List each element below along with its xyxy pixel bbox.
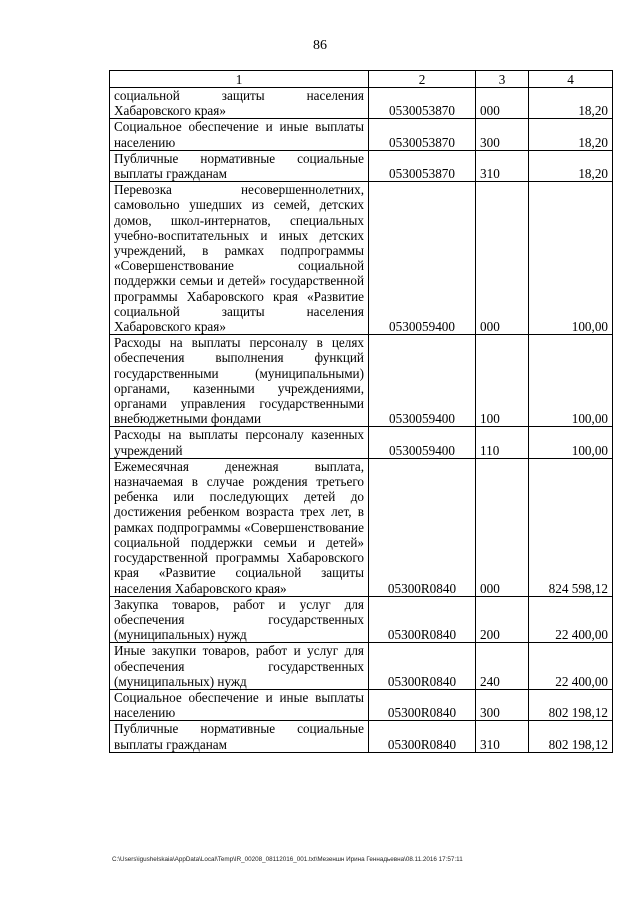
row-name: Иные закупки товаров, работ и услуг для обеспечения государственных (муниципальных) нужд	[110, 643, 369, 690]
row-name: Расходы на выплаты персоналу казенных учреждений	[110, 427, 369, 458]
table-row	[110, 458, 613, 596]
row-amount: 802 198,12	[529, 689, 613, 720]
table-row	[110, 596, 613, 643]
table-row	[110, 335, 613, 427]
column-header-4: 4	[529, 71, 613, 88]
row-target-code: 05300R0840	[369, 643, 476, 690]
column-header-2: 2	[369, 71, 476, 88]
row-name: Социальное обеспечение и иные выплаты населению	[110, 689, 369, 720]
table-row	[110, 721, 613, 752]
row-target-code: 05300R0840	[369, 596, 476, 643]
table-row	[110, 182, 613, 335]
row-name: Публичные нормативные социальные выплаты гражданам	[110, 150, 369, 181]
row-amount: 18,20	[529, 150, 613, 181]
row-expense-type: 000	[476, 182, 529, 335]
row-expense-type: 300	[476, 119, 529, 150]
file-path-footer: C:\Users\igushelskaia\AppData\Local\Temp\IR_00208_08112016_001.txt\Мезеншн Ирина Геннадьевна\08.11.2016 17:57:11	[112, 856, 463, 863]
row-amount: 802 198,12	[529, 721, 613, 752]
column-header-3: 3	[476, 71, 529, 88]
row-name: Закупка товаров, работ и услуг для обеспечения государственных (муниципальных) нужд	[110, 596, 369, 643]
table-row	[110, 119, 613, 150]
page-number: 86	[313, 38, 327, 53]
row-target-code: 0530053870	[369, 88, 476, 119]
row-amount: 100,00	[529, 335, 613, 427]
row-name: Перевозка несовершеннолетних, самовольно ушедших из семей, детских домов, школ-интернатов, специальных учебно-воспитательных и иных детских учреждений, в рамках подпрограммы «Совершенствование социальной поддержки семьи и детей» государственной программы Хабаровского края «Развитие социальной защиты населения Хабаровского края»	[110, 182, 369, 335]
row-expense-type: 310	[476, 150, 529, 181]
row-name: Расходы на выплаты персоналу в целях обеспечения выполнения функций государственными (муниципальными) органами, казенными учреждениями, органами управления государственными внебюджетными фондами	[110, 335, 369, 427]
row-expense-type: 240	[476, 643, 529, 690]
row-expense-type: 100	[476, 335, 529, 427]
row-expense-type: 110	[476, 427, 529, 458]
row-expense-type: 310	[476, 721, 529, 752]
row-target-code: 0530059400	[369, 182, 476, 335]
table-row	[110, 427, 613, 458]
row-expense-type: 000	[476, 458, 529, 596]
row-name: Ежемесячная денежная выплата, назначаемая в случае рождения третьего ребенка или последующих детей до достижения ребенком возраста трех лет, в рамках подпрограммы «Совершенствование социальной поддержки семьи и детей» государственной программы Хабаровского края «Развитие социальной защиты населения Хабаровского края»	[110, 458, 369, 596]
row-target-code: 0530053870	[369, 119, 476, 150]
row-expense-type: 200	[476, 596, 529, 643]
table-row	[110, 689, 613, 720]
table-row	[110, 643, 613, 690]
table-header-row	[110, 71, 613, 88]
row-target-code: 05300R0840	[369, 721, 476, 752]
row-target-code: 0530059400	[369, 335, 476, 427]
row-amount: 100,00	[529, 427, 613, 458]
table-row	[110, 150, 613, 181]
row-amount: 18,20	[529, 88, 613, 119]
row-amount: 100,00	[529, 182, 613, 335]
row-expense-type: 300	[476, 689, 529, 720]
budget-table	[109, 70, 613, 753]
row-amount: 22 400,00	[529, 643, 613, 690]
row-amount: 18,20	[529, 119, 613, 150]
row-target-code: 05300R0840	[369, 458, 476, 596]
row-name: социальной защиты населения Хабаровского края»	[110, 88, 369, 119]
row-target-code: 0530053870	[369, 150, 476, 181]
row-target-code: 05300R0840	[369, 689, 476, 720]
row-amount: 22 400,00	[529, 596, 613, 643]
row-expense-type: 000	[476, 88, 529, 119]
column-header-1: 1	[110, 71, 369, 88]
row-name: Публичные нормативные социальные выплаты гражданам	[110, 721, 369, 752]
row-target-code: 0530059400	[369, 427, 476, 458]
table-row	[110, 88, 613, 119]
row-name: Социальное обеспечение и иные выплаты населению	[110, 119, 369, 150]
row-amount: 824 598,12	[529, 458, 613, 596]
